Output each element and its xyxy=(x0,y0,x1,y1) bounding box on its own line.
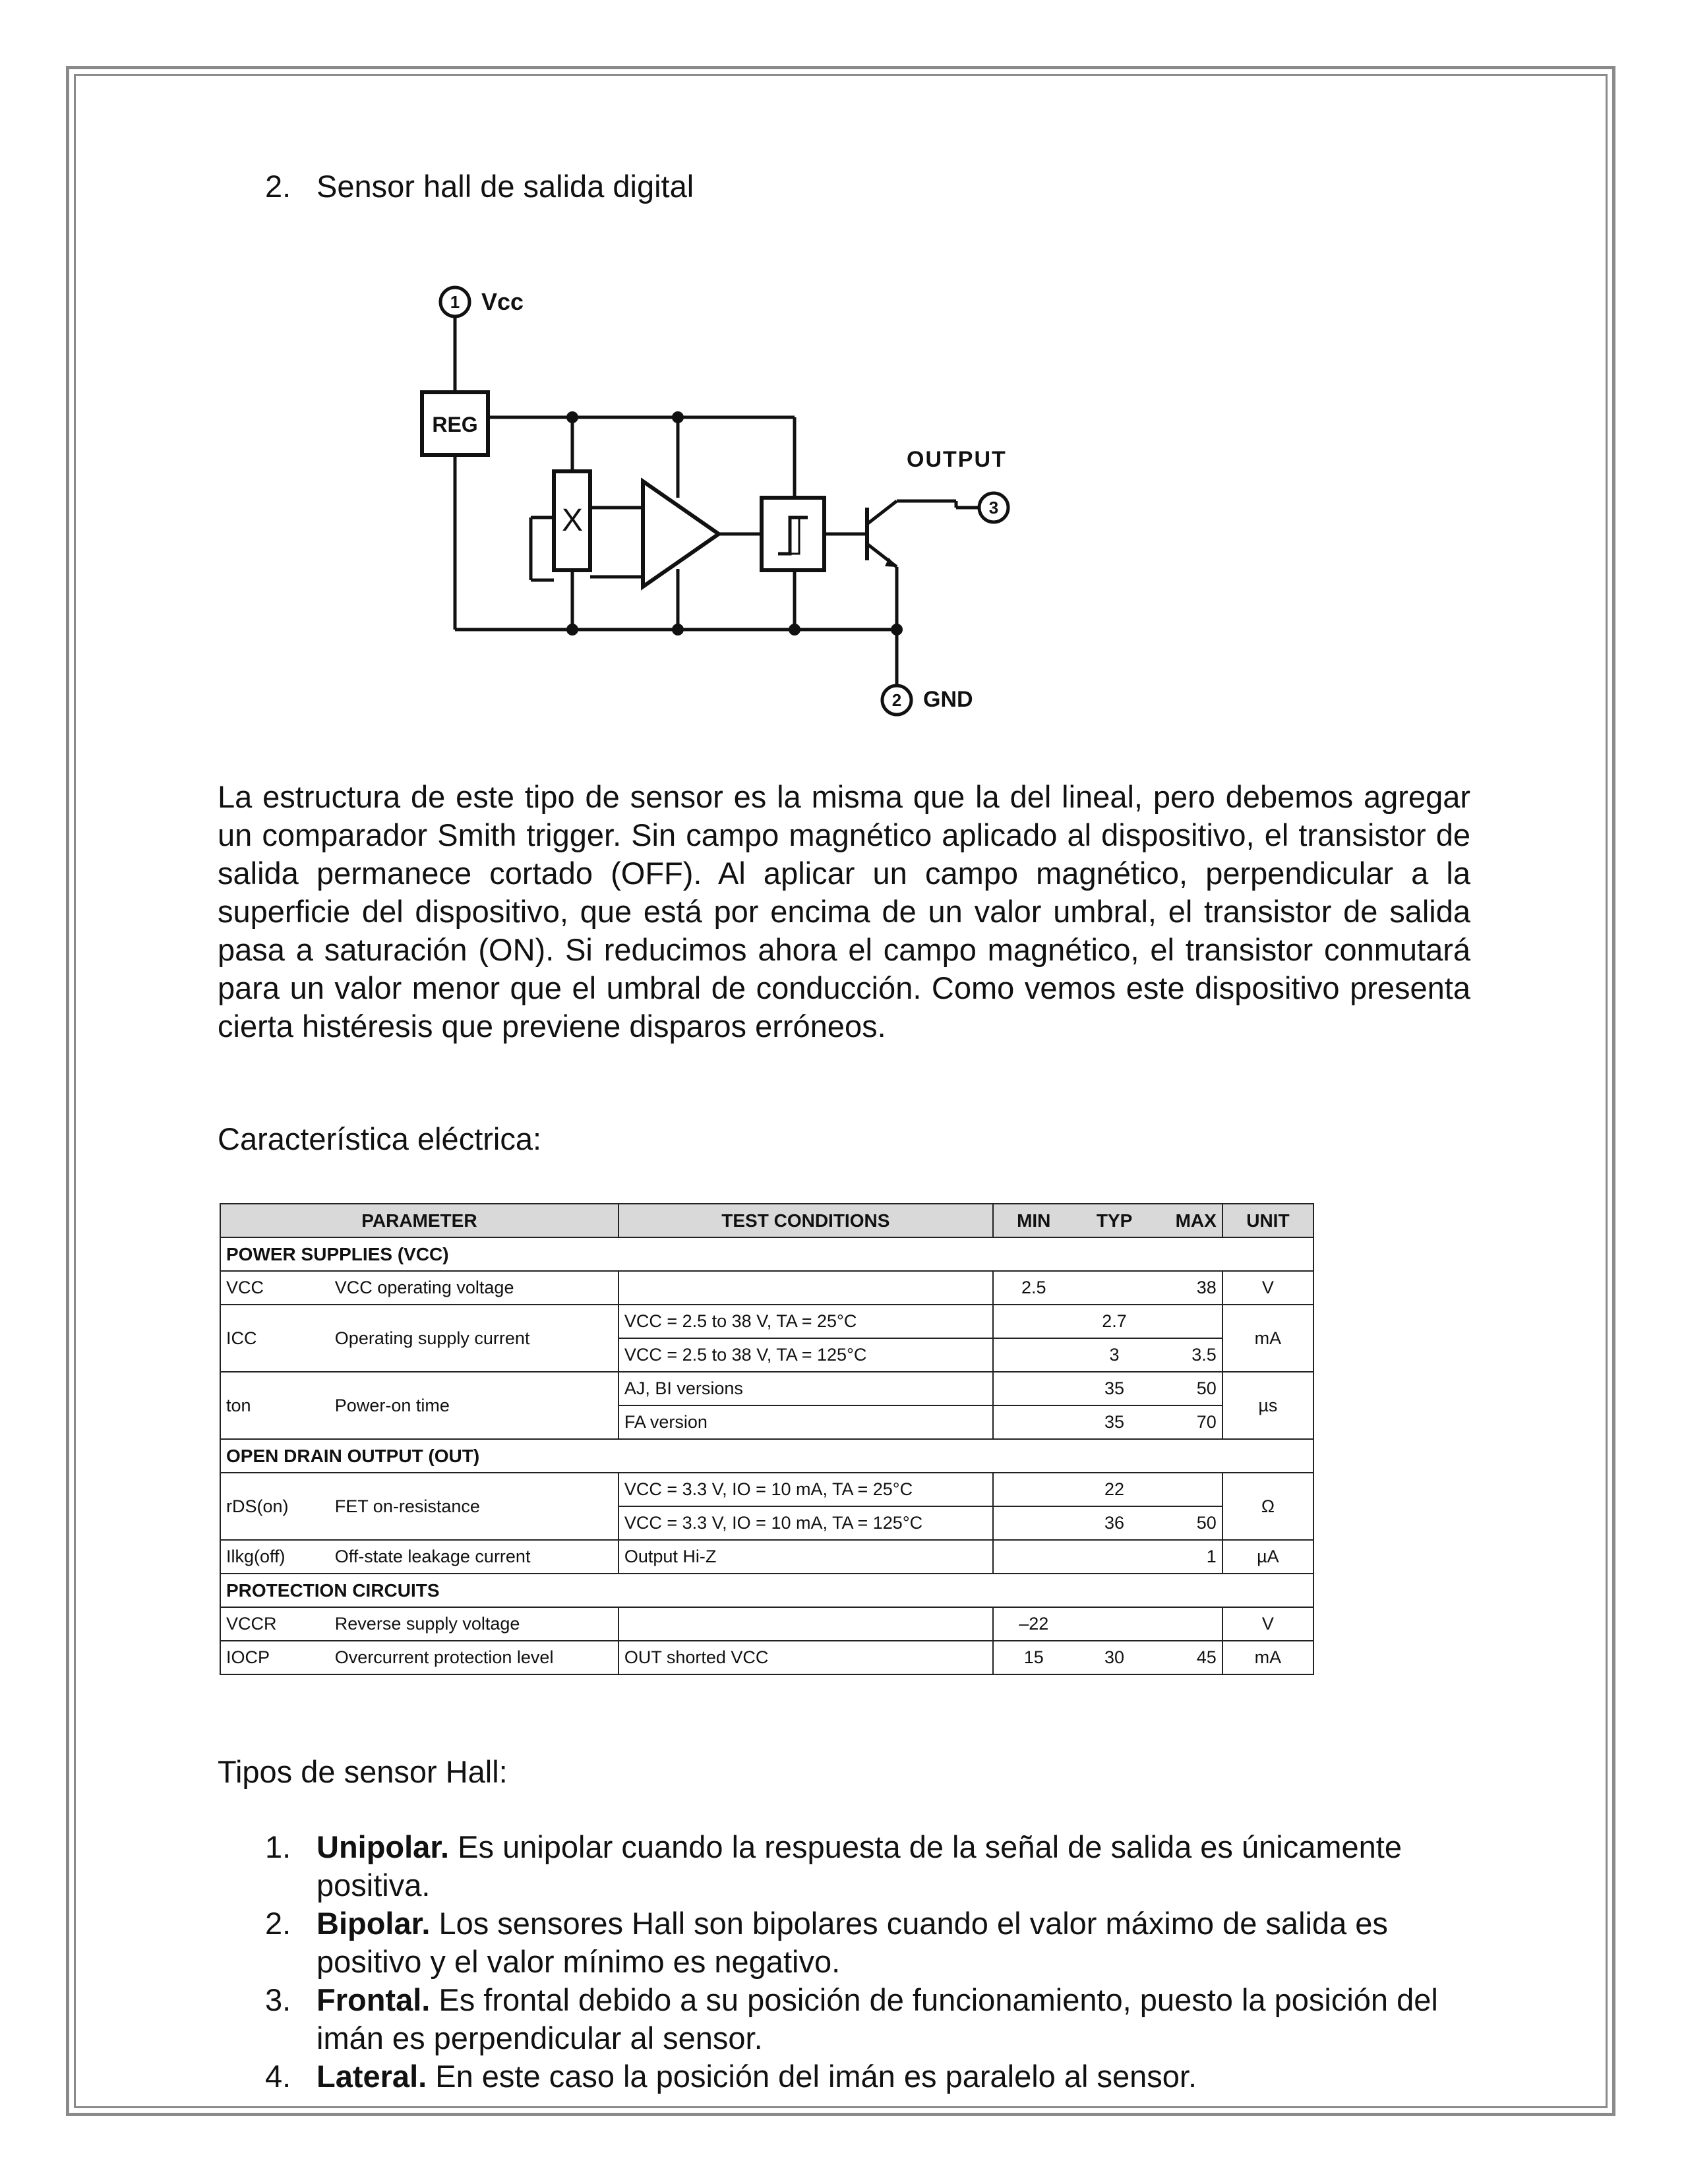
types-caption: Tipos de sensor Hall: xyxy=(218,1754,508,1789)
unit-rds: Ω xyxy=(1222,1473,1313,1540)
pin-2-label: GND xyxy=(923,687,973,712)
regulator-label: REG xyxy=(432,413,478,436)
header-min: MIN xyxy=(993,1204,1074,1237)
symbol-iocp: IOCP xyxy=(220,1641,330,1674)
electrical-characteristics-table xyxy=(220,1203,1314,1675)
header-parameter: PARAMETER xyxy=(220,1204,618,1237)
amplifier-symbol xyxy=(643,481,719,587)
list-item-number: 2. xyxy=(265,1906,291,1941)
cond-ton-1: AJ, BI versions xyxy=(618,1372,993,1405)
schmitt-trigger-block xyxy=(762,498,824,570)
header-conditions: TEST CONDITIONS xyxy=(618,1204,993,1237)
cond-icc-1: VCC = 2.5 to 38 V, TA = 25°C xyxy=(618,1305,993,1338)
table-row xyxy=(220,1305,1313,1338)
typ-rds-2: 36 xyxy=(1074,1506,1155,1540)
symbol-vccr: VCCR xyxy=(220,1607,330,1641)
section-title: Sensor hall de salida digital xyxy=(316,169,694,204)
list-item xyxy=(265,2057,1492,2096)
typ-icc-2: 3 xyxy=(1074,1338,1155,1372)
max-vcc: 38 xyxy=(1155,1271,1222,1305)
unit-ton: µs xyxy=(1222,1372,1313,1439)
list-item-term: Unipolar. xyxy=(316,1829,450,1864)
min-vccr: –22 xyxy=(993,1607,1074,1641)
list-item-text: Es unipolar cuando la respuesta de la señal de salida es únicamente positiva. xyxy=(316,1829,1402,1903)
desc-vccr: Reverse supply voltage xyxy=(330,1607,618,1641)
list-item-number: 4. xyxy=(265,2059,291,2094)
cond-ton-2: FA version xyxy=(618,1405,993,1439)
header-typ: TYP xyxy=(1074,1204,1155,1237)
max-ilkg: 1 xyxy=(1155,1540,1222,1574)
max-ton-1: 50 xyxy=(1155,1372,1222,1405)
cond-icc-2: VCC = 2.5 to 38 V, TA = 125°C xyxy=(618,1338,993,1372)
symbol-rds: rDS(on) xyxy=(220,1473,330,1540)
max-ton-2: 70 xyxy=(1155,1405,1222,1439)
section-row-output xyxy=(220,1439,1313,1473)
section-heading xyxy=(265,168,694,204)
unit-ilkg: µA xyxy=(1222,1540,1313,1574)
cond-iocp: OUT shorted VCC xyxy=(618,1641,993,1674)
electrical-caption: Característica eléctrica: xyxy=(218,1121,542,1156)
symbol-ilkg: Ilkg(off) xyxy=(220,1540,330,1574)
header-unit: UNIT xyxy=(1222,1204,1313,1237)
pin-3-number: 3 xyxy=(988,498,999,517)
section-output: OPEN DRAIN OUTPUT (OUT) xyxy=(220,1439,1313,1473)
section-row-protection xyxy=(220,1574,1313,1607)
table-row xyxy=(220,1641,1313,1674)
section-power: POWER SUPPLIES (VCC) xyxy=(220,1237,1313,1271)
list-item xyxy=(265,1904,1492,1981)
section-row-power xyxy=(220,1237,1313,1271)
list-item xyxy=(265,1981,1492,2057)
list-item-term: Bipolar. xyxy=(316,1906,431,1941)
section-protection: PROTECTION CIRCUITS xyxy=(220,1574,1313,1607)
desc-icc: Operating supply current xyxy=(330,1305,618,1372)
pin-2-number: 2 xyxy=(891,690,902,710)
desc-ton: Power-on time xyxy=(330,1372,618,1439)
symbol-ton: ton xyxy=(220,1372,330,1439)
table-row xyxy=(220,1271,1313,1305)
list-item-number: 3. xyxy=(265,1982,291,2017)
max-iocp: 45 xyxy=(1155,1641,1222,1674)
pin-1-label: Vcc xyxy=(481,288,524,315)
desc-rds: FET on-resistance xyxy=(330,1473,618,1540)
typ-ton-1: 35 xyxy=(1074,1372,1155,1405)
typ-rds-1: 22 xyxy=(1074,1473,1155,1506)
pin-1-number: 1 xyxy=(450,292,460,312)
table-row xyxy=(220,1607,1313,1641)
cond-rds-1: VCC = 3.3 V, IO = 10 mA, TA = 25°C xyxy=(618,1473,993,1506)
section-number: 2. xyxy=(265,169,291,204)
unit-icc: mA xyxy=(1222,1305,1313,1372)
cond-rds-2: VCC = 3.3 V, IO = 10 mA, TA = 125°C xyxy=(618,1506,993,1540)
typ-iocp: 30 xyxy=(1074,1641,1155,1674)
table-header-row xyxy=(220,1204,1313,1237)
desc-iocp: Overcurrent protection level xyxy=(330,1641,618,1674)
cond-ilkg: Output Hi-Z xyxy=(618,1540,993,1574)
table-row xyxy=(220,1540,1313,1574)
list-item-text: Los sensores Hall son bipolares cuando el valor máximo de salida es positivo y el valor mínimo es negativo. xyxy=(316,1906,1388,1979)
unit-vcc: V xyxy=(1222,1271,1313,1305)
hall-element-label: X xyxy=(561,503,584,538)
table-row xyxy=(220,1372,1313,1405)
max-rds-2: 50 xyxy=(1155,1506,1222,1540)
symbol-icc: ICC xyxy=(220,1305,330,1372)
unit-vccr: V xyxy=(1222,1607,1313,1641)
junction-dots xyxy=(566,411,903,635)
table-row xyxy=(220,1473,1313,1506)
list-item-term: Lateral. xyxy=(316,2059,427,2094)
symbol-vcc: VCC xyxy=(220,1271,330,1305)
typ-icc-1: 2.7 xyxy=(1074,1305,1155,1338)
pin-3-label: OUTPUT xyxy=(907,447,1007,472)
min-vcc: 2.5 xyxy=(993,1271,1074,1305)
desc-vcc: VCC operating voltage xyxy=(330,1271,618,1305)
list-item xyxy=(265,1828,1492,1904)
list-item-text: En este caso la posición del imán es paralelo al sensor. xyxy=(435,2059,1197,2094)
list-item-text: Es frontal debido a su posición de funcionamiento, puesto la posición del imán es perpendicular al sensor. xyxy=(316,1982,1438,2055)
hall-sensor-circuit-diagram xyxy=(396,264,1055,725)
min-iocp: 15 xyxy=(993,1641,1074,1674)
typ-ton-2: 35 xyxy=(1074,1405,1155,1439)
list-item-term: Frontal. xyxy=(316,1982,431,2017)
list-item-number: 1. xyxy=(265,1829,291,1864)
max-icc-2: 3.5 xyxy=(1155,1338,1222,1372)
description-paragraph: La estructura de este tipo de sensor es la misma que la del lineal, pero debemos agregar un comparador Smith trigger. Sin campo magnético aplicado al dispositivo, el transistor de salida permanece cortado (OFF). Al aplicar un campo magnético, perpendicular a la superficie del dispositivo, que está por encima de un valor umbral, el transistor de salida pasa a saturación (ON). Si reducimos ahora el campo magnético, el transistor conmutará para un valor menor que el umbral de conducción. Como vemos este dispositivo presenta cierta histéresis que previene disparos erróneos. xyxy=(218,779,1470,1044)
sensor-types-list xyxy=(265,1828,1492,2096)
unit-iocp: mA xyxy=(1222,1641,1313,1674)
header-max: MAX xyxy=(1155,1204,1222,1237)
desc-ilkg: Off-state leakage current xyxy=(330,1540,618,1574)
